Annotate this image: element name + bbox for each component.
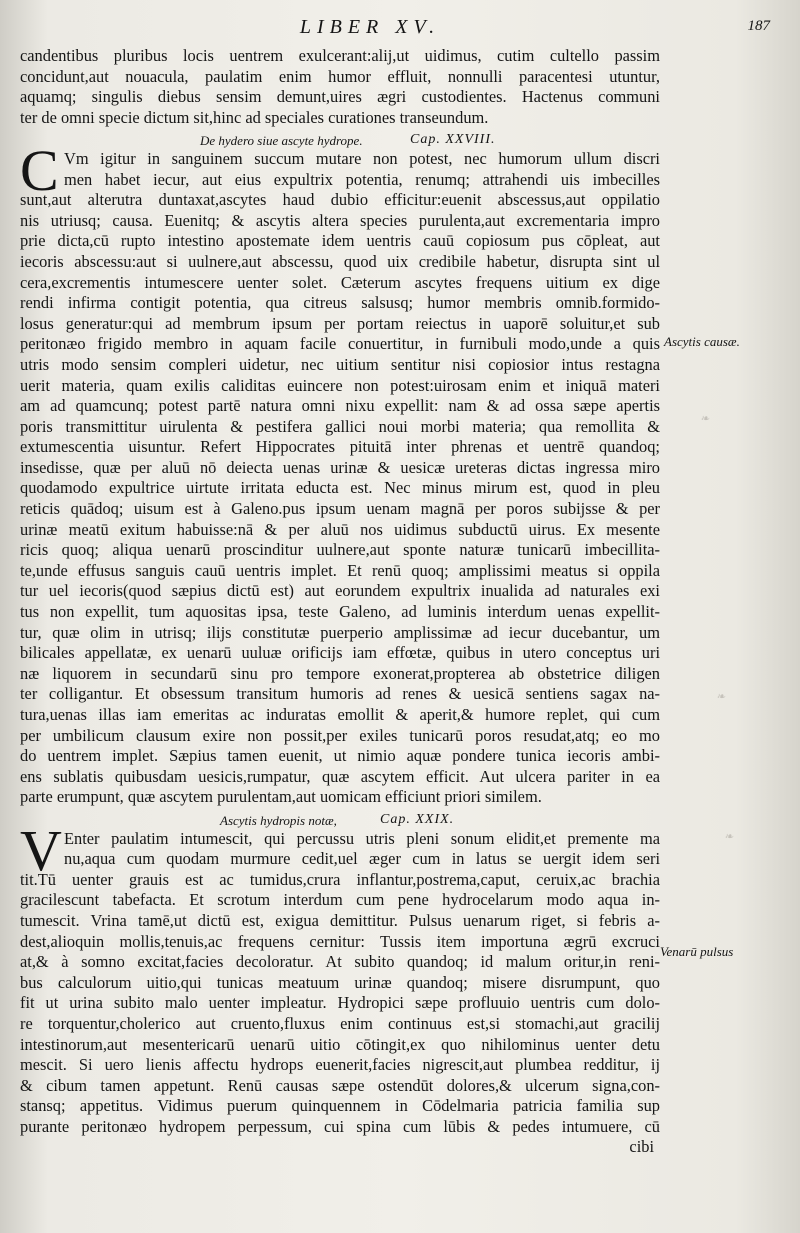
text-line: extumescentia uisuntur. Refert Hippocrates pituitā inter phrenas et uentrē quandoq; [20, 437, 660, 457]
text-line: aquamq; singulis diebus sensim demunt,uires ægri custodientes. Hactenus communi [20, 87, 660, 107]
text-line: mescit. Si uero lienis affectu hydrops euenerit,facies nigrescit,aut plumbea redditur, ij [20, 1055, 660, 1075]
text-line: te,unde effusus sanguis cauū uentris implet. Et renū quoq; amplissimi meatus si oppila [20, 560, 660, 580]
text-line: bilicales appellatæ, ex uenarū uuluæ orificijs iam effœtæ, quibus in utero conceptus uri [20, 643, 660, 663]
text-line: ens sublatis quibusdam uesicis,rumpatur, quæ ascytem efficit. Aut ulcera pariter in ea [20, 766, 660, 786]
drop-cap: C [20, 137, 59, 203]
text-line: quodamodo expultrice uirtute irritata educta est. Nec minus mirum est, quod in pleu [20, 478, 660, 498]
text-line: purante peritonæo hydropem perpessum, cui spina cum lūbis & pedes intumuere, cū [20, 1116, 660, 1136]
chapter-title: Ascytis hydropis notæ, [220, 812, 337, 828]
text-line: losus generatur:qui ad membrum ipsum per portam reiectus in uaporē soluitur,et sub [20, 313, 660, 333]
show-through-mark: ❧ [724, 831, 734, 843]
text-line: tur uel iecoris(quod sæpius dictū est) aut eorundem expultrix inualida ad naturales exi [20, 581, 660, 601]
chapter-29-body [20, 870, 660, 1158]
text-line: bus calculorum uitio,qui tunicas meatuum urinæ quandoq; misere disrumpunt, quo [20, 972, 660, 992]
text-line: dest,alioquin mollis,tenuis,ac frequens cernitur: Tussis item importuna ægrū excruci [20, 931, 660, 951]
chapter-heading-29 [20, 808, 660, 829]
main-text [20, 46, 660, 1158]
text-line: tumescit. Vrina tamē,ut dictū est, exigua demittitur. Pulsus uenarum riget, si febris a- [20, 910, 660, 930]
text-line: gracilescunt tabefacta. Et scrotum interdum cum pene hydrocelarum modo aqua in- [20, 890, 660, 910]
text-line: at,& à somno excitat,facies decoloratur. At subito quandoq; id malum oritur,in reni- [20, 952, 660, 972]
running-title: LIBER XV. [299, 16, 441, 38]
text-line: candentibus pluribus locis uentrem exulcerant:alij,ut uidimus, cutim cultello passim [20, 46, 660, 65]
text-line: intestinorum,aut mesentericarū uenarū uitio cōtingit,ex quo nihilominus uenter detu [20, 1034, 660, 1054]
text-line: tura,uenas illas iam emeritas ac induratas emollit & aperit,& humore replet, qui cum [20, 705, 660, 724]
text-line: parte erumpunt, quæ ascytem purulentam,aut uomicam efficiunt priori similem. [20, 787, 542, 807]
text-line: ter de omni specie dictum sit,hinc ad speciales curationes transeundum. [20, 107, 489, 127]
text-line: uerit materia, quam exilis caliditas euincere non potest:uirosam enim et iniquā materi [20, 375, 660, 395]
text-line: re torquentur,cholerico aut cruento,fluxus enim continuus est,si stomachi,aut gracilij [20, 1013, 660, 1033]
chapter-title: De hydero siue ascyte hydrope. [200, 133, 363, 149]
text-line: am ad quamcunq; potest partē natura omni nixu expellit: nam & ad ossa sæpe apertis [20, 396, 660, 416]
section-intro [20, 46, 660, 128]
text-line: stansq; appetitus. Vidimus puerum quinquennem in Cōdelmaria patricia familia sup [20, 1096, 660, 1116]
marginal-note: Venarū pulsus [660, 944, 734, 959]
running-head [0, 16, 800, 42]
text-line: & cibum tamen appetunt. Renū causas sæpe ostendūt dolores,& ulcerum signa,con- [20, 1075, 660, 1095]
text-line: urinæ meatū exitum habuisse:nā & per aluū nos uidimus subductū uirus. Ex mesente [20, 519, 660, 539]
text-line: ricis quoq; aliqua uenarū proscinditur uulnere,aut sponte naturæ tunicarū imbecillita- [20, 540, 660, 560]
text-line: prie dicta,cū rupto intestino apostemate idem uentris cauū copiosum pus cōpleat, aut [20, 231, 660, 251]
text-line: insedisse, quæ per aluū nō deiecta uenas urinæ & uesicæ ureteras dictas ingressa miro [20, 457, 660, 477]
text-line: Vm igitur in sanguinem succum mutare non potest, nec humorum ullum discri [64, 148, 660, 168]
marginal-note: Ascytis causæ. [664, 334, 740, 349]
drop-cap: V [20, 817, 62, 883]
text-line: tit.Tū uenter grauis est ac tumidus,crura inflantur,postrema,caput, ceruix,ac brachia [20, 869, 660, 889]
chapter-28-body [20, 190, 660, 808]
text-line: nis utriusq; causa. Euenitq; & ascytis altera species purulenta,aut excrementaria impro [20, 210, 660, 230]
text-line: Enter paulatim intumescit, qui percussu utris pleni sonum elidit,et premente ma [64, 828, 660, 848]
show-through-mark: ❧ [700, 413, 710, 425]
text-line: sunt,aut alterutra duntaxat,ascytes haud dubio efficitur:euenit abscessus,aut oppilatio [20, 190, 660, 210]
chapter-heading-28 [20, 128, 660, 149]
show-through-mark: ❧ [716, 691, 726, 703]
text-line: do uentrem implet. Sæpius tamen euenit, ut nimio aquæ pondere tunica iecoris ambi- [20, 746, 660, 766]
text-line: rendi infirma contigit potentia, qua citreus salsusq; humor membris omnib.formido- [20, 293, 660, 313]
text-line: iecoris abscessu:aut si uulnere,aut abscessu, quod uix credibile habetur, disrupta sint ul [20, 251, 660, 271]
page-number: 187 [747, 18, 770, 34]
text-line: cibi [629, 1137, 654, 1157]
text-line: fit ut urina subito malo uenter impleatur. Hydropici sæpe profluuio uentris cum dolo- [20, 993, 660, 1013]
text-line: nu,aqua cum quodam murmure cedit,uel æger cum in latus se uergit idem seri [64, 849, 660, 869]
text-line: ter colligantur. Et obsessum transitum humoris ad renes & uesicā sentiens sagax na- [20, 684, 660, 704]
chapter-number: Cap. XXIX. [380, 811, 455, 827]
chapter-number: Cap. XXVIII. [410, 132, 496, 148]
text-line: cera,excrementis intumescere uenter solet. Cæterum ascytes frequens uitium ex dige [20, 272, 660, 292]
text-line: tur, quæ olim in utrisq; ilijs constitutæ puerperio amplissimæ ad iecur ducebantur, um [20, 622, 660, 642]
text-line: concidunt,aut nouacula, paulatim enim humor effluit, nonnulli paracentesi utuntur, [20, 66, 660, 86]
text-line: peritonæo frigido membro in aquam facile conuertitur, in furnibuli modo,unde a quis [20, 334, 660, 354]
text-line: poris transmittitur uirulenta & pestifera gallici noui morbi materia; qua remollita & [20, 416, 660, 436]
text-line: tus non expellit, tum aquositas ipsa, teste Galeno, ad luminis interdum uenas expellit- [20, 602, 660, 622]
text-line: men habet iecur, aut eius expultrix potentia, renumq; attrahendi uis imbecilles [64, 169, 660, 189]
text-line: per umbilicum clausum exire non possit,per exiles tunicarū poros resudat,atq; eo mo [20, 725, 660, 745]
text-line: næ liquorem in secundarū sinu pro tempore exonerat,propterea ab obstetrice diligen [20, 663, 660, 683]
text-line: utris modo sensim compleri uidetur, nec uitium sentitur nisi copiosior intus restagna [20, 354, 660, 374]
text-line: reticis quādoq; uisum est à Galeno.pus ipsum uenam magnā per poros subijsse & per [20, 499, 660, 519]
